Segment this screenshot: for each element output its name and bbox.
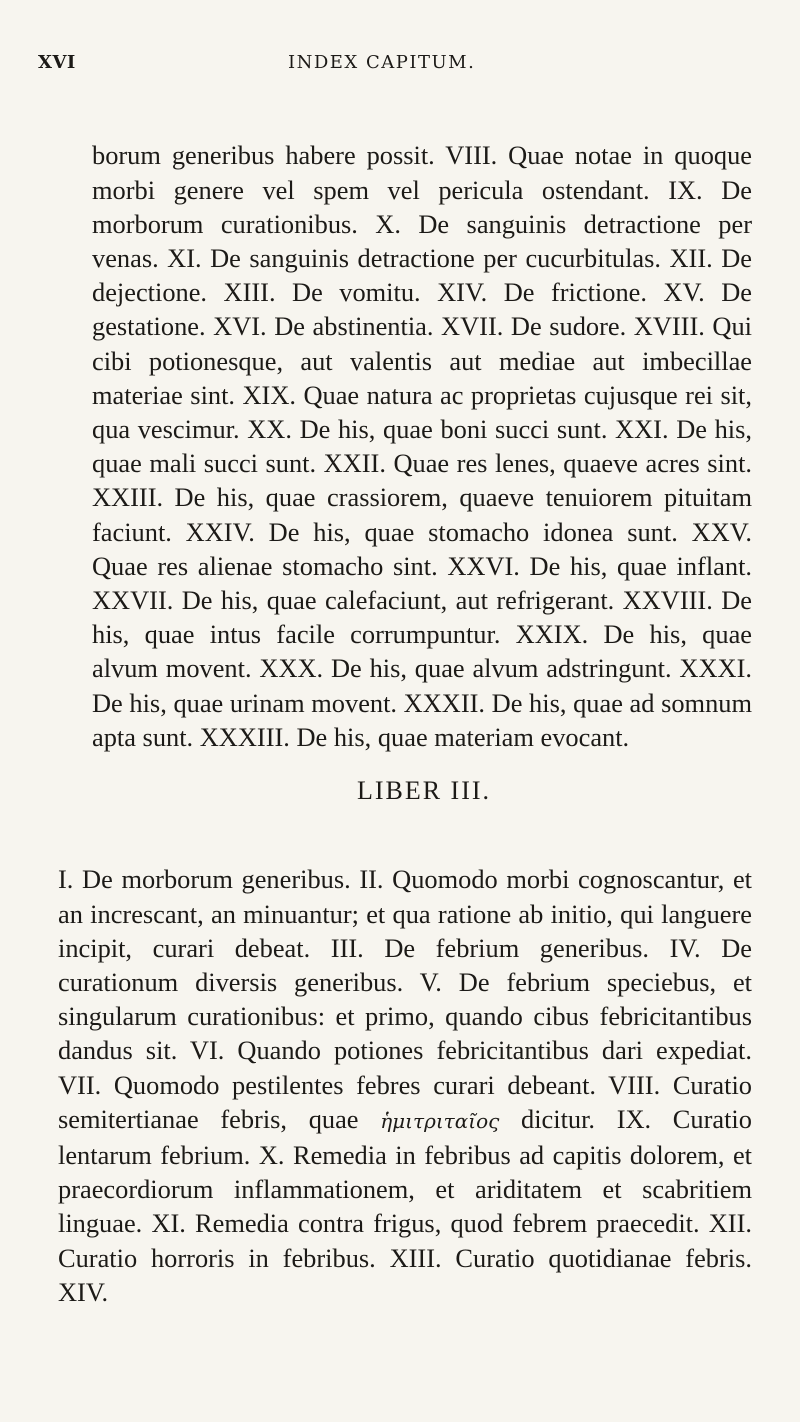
running-title: INDEX CAPITUM. <box>288 52 476 73</box>
greek-term: ἡμιτριταῖος <box>380 1108 500 1133</box>
book-heading: LIBER III. <box>356 776 492 805</box>
index-continuation-paragraph: borum generibus habere possit. VIII. Quae notae in quoque morbi genere vel spem vel pericula ostendant. IX. De morborum curationibus. X. De sanguinis detractione per venas. XI. De sanguinis detractione per cucurbitulas. XII. De dejectione. XIII. De vomitu. XIV. De frictione. XV. De gestatione. XVI. De abstinentia. XVII. De sudore. XVIII. Qui cibi potionesque, aut valentis aut mediae aut imbecillae materiae sint. XIX. Quae natura ac proprietas cujusque rei sit, qua vescimur. XX. De his, quae boni succi sunt. XXI. De his, quae mali succi sunt. XXII. Quae res lenes, quaeve acres sint. XXIII. De his, quae crassiorem, quaeve tenuiorem pituitam faciunt. XXIV. De his, quae stomacho idonea sunt. XXV. Quae res alienae stomacho sint. XXVI. De his, quae inflant. XXVII. De his, quae calefaciunt, aut refrigerant. XXVIII. De his, quae intus facile corrumpuntur. XXIX. De his, quae alvum movent. XXX. De his, quae alvum adstringunt. XXXI. De his, quae urinam movent. XXXII. De his, quae ad somnum apta sunt. XXXIII. De his, quae materiam evocant. <box>92 140 752 752</box>
liber-text-before-greek: I. De morborum generibus. II. Quomodo morbi cognoscantur, et an increscant, an minuantur; et qua ratione ab initio, qui languere incipit, curari debeat. III. De febrium generibus. IV. De curationum diversis generibus. V. De febrium speciebus, et singularum curationibus: et primo, quando cibus febricitantibus dandus sit. VI. Quando potiones febricitantibus dari expediat. VII. Quomodo pestilentes febres curari debeant. VIII. Curatio semitertianae febris, quae <box>58 864 752 1134</box>
page-number: XVI <box>38 52 76 73</box>
liber-text-after-greek: dicitur. IX. Curatio lentarum febrium. X. Remedia in febribus ad capitis dolorem, et praecordiorum inflammationem, et ariditatem et scabritiem linguae. XI. Remedia contra frigus, quod febrem praecedit. XII. Curatio horroris in febribus. XIII. Curatio quotidianae febris. XIV. <box>58 1103 752 1307</box>
running-head <box>38 52 762 82</box>
liber-three-paragraph <box>58 862 752 1309</box>
